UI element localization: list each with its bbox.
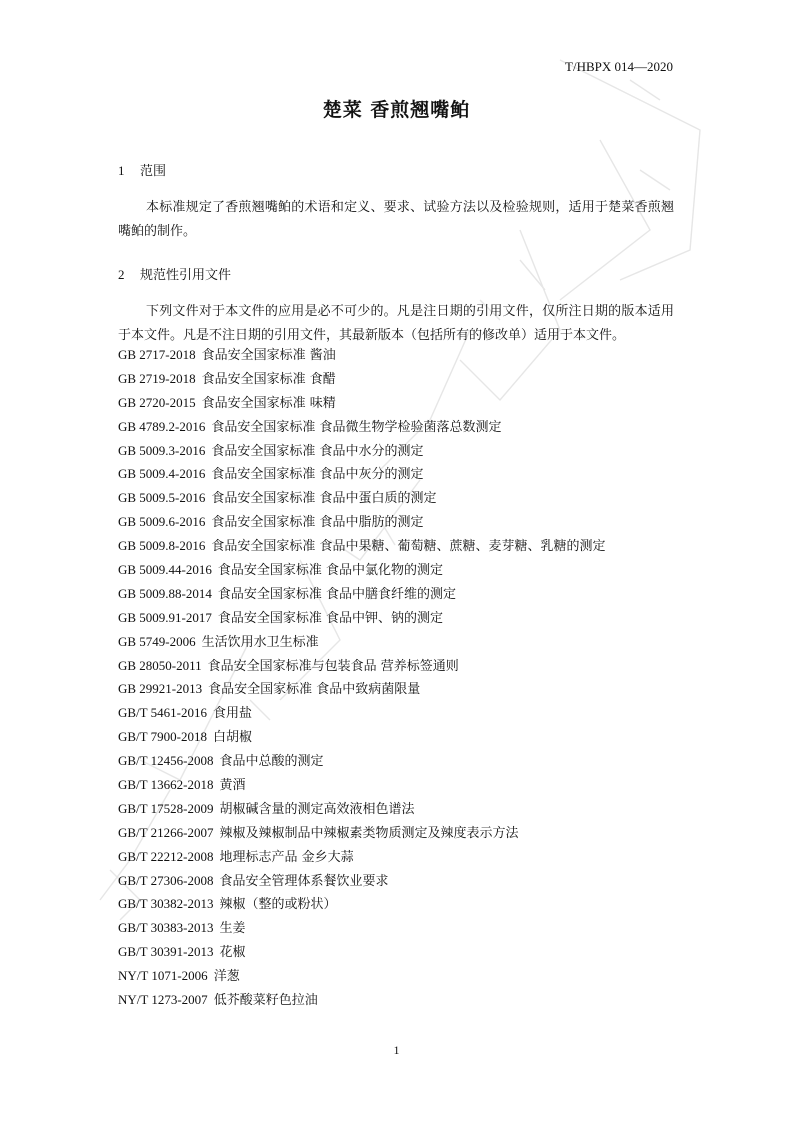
reference-code: GB/T 27306-2008	[118, 872, 214, 888]
reference-title: 食品安全国家标准 食品微生物学检验菌落总数测定	[211, 419, 502, 435]
section-2-heading	[118, 264, 231, 283]
reference-title: 胡椒碱含量的测定高效液相色谱法	[219, 801, 415, 817]
reference-item	[118, 749, 606, 773]
reference-item	[118, 510, 606, 534]
reference-title: 食品安全国家标准 食品中脂肪的测定	[211, 515, 424, 531]
reference-item	[118, 582, 606, 606]
reference-code: GB/T 17528-2009	[118, 800, 214, 816]
reference-code: GB 5009.44-2016	[118, 562, 212, 578]
reference-code: NY/T 1273-2007	[118, 992, 208, 1008]
reference-item	[118, 367, 606, 391]
reference-title: 食品安全国家标准 食品中果糖、葡萄糖、蔗糖、麦芽糖、乳糖的测定	[211, 539, 606, 555]
reference-title: 食品安全国家标准 食品中蛋白质的测定	[211, 491, 437, 507]
reference-item	[118, 725, 606, 749]
reference-item	[118, 964, 606, 988]
page-number: 1	[393, 1043, 400, 1057]
reference-code: GB 5009.5-2016	[118, 490, 206, 506]
reference-title: 食品安全管理体系餐饮业要求	[219, 873, 389, 889]
reference-title: 辣椒（整的或粉状）	[219, 897, 337, 913]
reference-item	[118, 486, 606, 510]
reference-code: GB/T 30383-2013	[118, 920, 214, 936]
reference-title: 地理标志产品 金乡大蒜	[219, 849, 354, 865]
section-number: 2	[118, 267, 125, 282]
reference-title: 生姜	[219, 921, 246, 937]
reference-title: 食用盐	[212, 706, 252, 722]
reference-code: GB 5009.6-2016	[118, 514, 206, 530]
reference-item	[118, 988, 606, 1012]
reference-code: GB 4789.2-2016	[118, 418, 206, 434]
reference-code: GB 2720-2015	[118, 394, 196, 410]
reference-item	[118, 916, 606, 940]
reference-code: GB/T 5461-2016	[118, 705, 207, 721]
reference-item	[118, 677, 606, 701]
reference-item	[118, 558, 606, 582]
reference-title: 洋葱	[213, 969, 240, 985]
reference-item	[118, 415, 606, 439]
reference-item	[118, 869, 606, 893]
reference-code: GB 5009.8-2016	[118, 538, 206, 554]
reference-code: GB/T 30391-2013	[118, 944, 214, 960]
reference-title: 花椒	[219, 945, 246, 961]
reference-code: NY/T 1071-2006	[118, 968, 208, 984]
reference-item	[118, 845, 606, 869]
reference-title: 食品安全国家标准 食品中膳食纤维的测定	[217, 586, 457, 602]
reference-title: 白胡椒	[212, 730, 252, 746]
reference-item	[118, 821, 606, 845]
section-2-paragraph: 下列文件对于本文件的应用是必不可少的。凡是注日期的引用文件，仅所注日期的版本适用于本文件。凡是不注日期的引用文件，其最新版本（包括所有的修改单）适用于本文件。	[118, 304, 674, 343]
reference-item	[118, 391, 606, 415]
standard-code: T/HBPX 014—2020	[565, 59, 673, 74]
reference-code: GB 5009.3-2016	[118, 442, 206, 458]
reference-item	[118, 940, 606, 964]
reference-title: 食品安全国家标准 食品中氯化物的测定	[217, 563, 444, 579]
reference-item	[118, 630, 606, 654]
reference-title: 食品安全国家标准 味精	[201, 395, 336, 411]
reference-code: GB 29921-2013	[118, 681, 203, 697]
reference-title: 食品安全国家标准 食品中致病菌限量	[208, 682, 421, 698]
section-title: 规范性引用文件	[140, 268, 232, 283]
reference-code: GB/T 22212-2008	[118, 848, 214, 864]
reference-list	[118, 343, 606, 1012]
reference-item	[118, 892, 606, 916]
reference-item	[118, 343, 606, 367]
reference-item	[118, 773, 606, 797]
document-title: 楚菜 香煎翘嘴鲌	[322, 99, 471, 121]
reference-title: 食品安全国家标准 食醋	[201, 371, 336, 387]
reference-code: GB/T 13662-2018	[118, 777, 214, 793]
reference-title: 低芥酸菜籽色拉油	[213, 993, 318, 1009]
section-1-paragraph: 本标准规定了香煎翘嘴鲌的术语和定义、要求、试验方法以及检验规则，适用于楚菜香煎翘嘴鲌的制作。	[118, 200, 674, 239]
reference-title: 食品安全国家标准 食品中钾、钠的测定	[217, 610, 444, 626]
section-number: 1	[118, 163, 125, 178]
reference-title: 食品安全国家标准 食品中水分的测定	[211, 443, 424, 459]
reference-title: 食品安全国家标准 酱油	[201, 348, 336, 363]
section-title: 范围	[140, 164, 167, 179]
reference-code: GB 2719-2018	[118, 370, 196, 386]
reference-item	[118, 797, 606, 821]
reference-code: GB 5749-2006	[118, 633, 196, 649]
reference-title: 食品安全国家标准 食品中灰分的测定	[211, 467, 424, 483]
reference-title: 食品中总酸的测定	[219, 754, 324, 770]
reference-code: GB/T 30382-2013	[118, 896, 214, 912]
reference-code: GB 5009.91-2017	[118, 609, 212, 625]
reference-item	[118, 701, 606, 725]
reference-title: 辣椒及辣椒制品中辣椒素类物质测定及辣度表示方法	[219, 825, 519, 841]
reference-code: GB/T 21266-2007	[118, 824, 214, 840]
reference-code: GB/T 12456-2008	[118, 753, 214, 769]
reference-code: GB 28050-2011	[118, 657, 202, 673]
reference-item	[118, 439, 606, 463]
reference-code: GB 2717-2018	[118, 347, 196, 362]
reference-item	[118, 534, 606, 558]
reference-code: GB 5009.4-2016	[118, 466, 206, 482]
reference-item	[118, 654, 606, 678]
section-1-heading	[118, 160, 166, 179]
reference-title: 黄酒	[219, 778, 246, 794]
reference-code: GB/T 7900-2018	[118, 729, 207, 745]
reference-item	[118, 462, 606, 486]
reference-code: GB 5009.88-2014	[118, 585, 212, 601]
reference-item	[118, 606, 606, 630]
reference-title: 食品安全国家标准与包装食品 营养标签通则	[207, 658, 459, 674]
reference-title: 生活饮用水卫生标准	[201, 634, 319, 650]
